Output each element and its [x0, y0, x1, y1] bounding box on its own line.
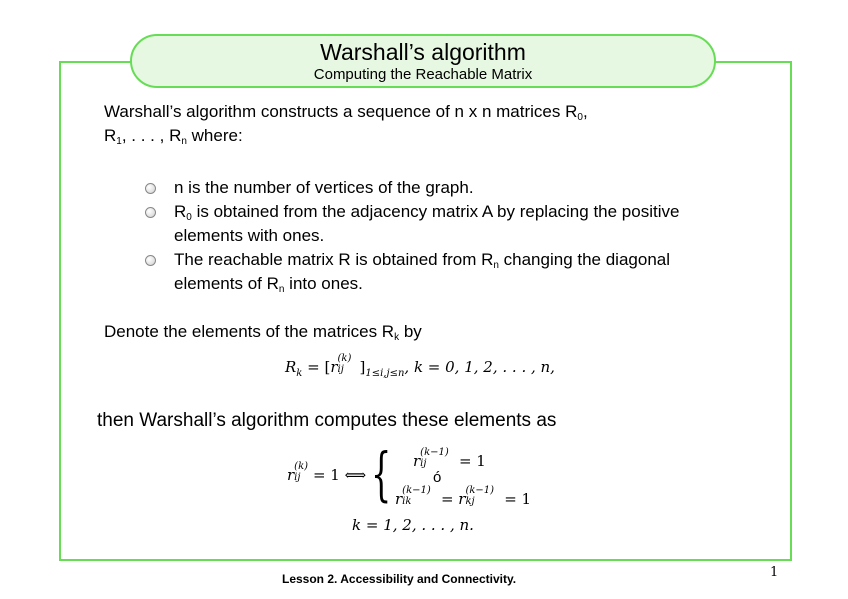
- bullet-icon: [145, 255, 156, 266]
- list-item: $R_0$ is obtained from the adjacency matrix A by replacing the positive elements with ones.: [145, 200, 725, 248]
- footer-lesson-title: Lesson 2. Accessibility and Connectivity.: [282, 572, 517, 586]
- list-item: The reachable matrix R is obtained from $R_n$ changing the diagonal elements of $R_n$ into ones.: [145, 248, 725, 296]
- bullet-icon: [145, 207, 156, 218]
- page-number: 1: [770, 565, 779, 580]
- formula-k-range: k = 1, 2, . . . , n.: [352, 516, 474, 534]
- then-text: then Warshall’s algorithm computes these elements as: [97, 410, 557, 431]
- denote-paragraph: Denote the elements of the matrices $R_k$ by: [104, 322, 422, 343]
- formula-matrix-elements: $R_k = [r$ (k) ij ]$_{1\le i,j\le n}$, k = 0, 1, 2, . . . , n,: [285, 353, 555, 379]
- formula-top-condition: r (k−1) ij = 1: [413, 447, 486, 470]
- formula-bottom-condition: r (k−1) ik = r (k−1) kj = 1: [395, 485, 532, 508]
- intro-paragraph: Warshall’s algorithm constructs a sequence of n x n matrices $R_0$, $R_1$, . . . , $R_n$ where:: [104, 102, 588, 147]
- list-item: n is the number of vertices of the graph.: [145, 176, 725, 200]
- formula-lhs: r (k) ij = 1 ⟺: [287, 461, 367, 484]
- slide-subtitle: Computing the Reachable Matrix: [313, 66, 533, 83]
- bullet-list: [145, 176, 725, 296]
- or-text: ó: [433, 469, 442, 486]
- bullet-icon: [145, 183, 156, 194]
- title-box: [130, 34, 716, 88]
- slide-title: Warshall’s algorithm: [320, 39, 526, 65]
- left-brace: {: [371, 440, 392, 508]
